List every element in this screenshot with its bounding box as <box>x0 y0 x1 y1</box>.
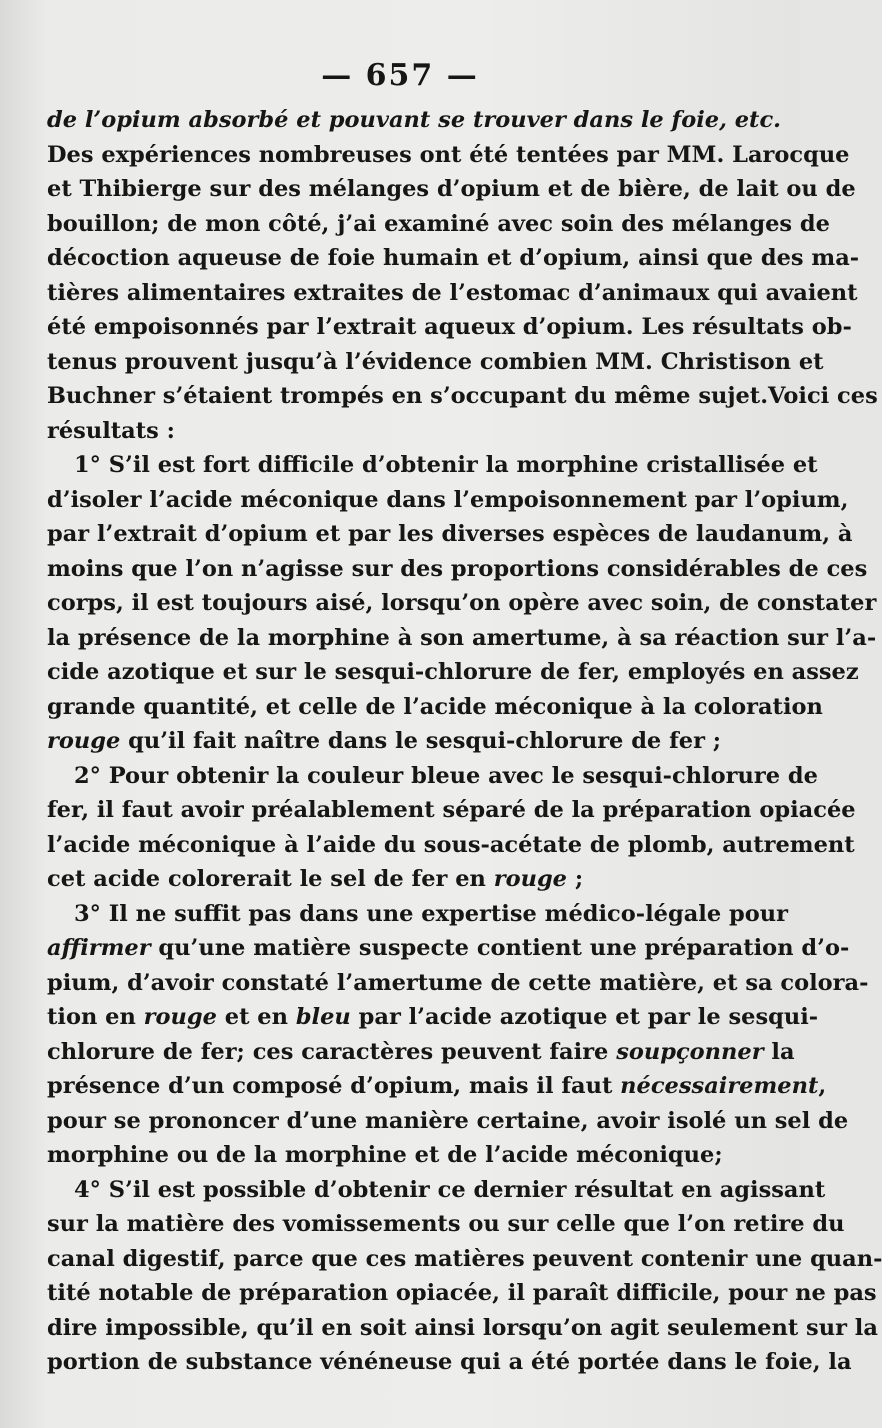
text-line: 4° S’il est possible d’obtenir ce dernier résultat en agissant <box>74 1176 826 1203</box>
text-line: bouillon; de mon côté, j’ai examiné avec soin des mélanges de <box>47 210 830 237</box>
text-line: fer, il faut avoir préalablement séparé de la préparation opiacée <box>47 797 856 823</box>
text-line: de l’opium absorbé et pouvant se trouver dans le foie, etc. <box>47 107 781 133</box>
text-line: corps, il est toujours aisé, lorsqu’on opère avec soin, de constater <box>47 590 877 616</box>
text-line: 2° Pour obtenir la couleur bleue avec le sesqui-chlorure de <box>74 762 818 789</box>
text-line: tité notable de préparation opiacée, il paraît difficile, pour ne pas <box>47 1280 877 1306</box>
text-line: pium, d’avoir constaté l’amertume de cette matière, et sa colora- <box>47 969 869 996</box>
text-line: tières alimentaires extraites de l’estomac d’animaux qui avaient <box>47 279 858 306</box>
text-line: résultats : <box>47 417 175 444</box>
text-line: par l’extrait d’opium et par les diverses espèces de laudanum, à <box>47 521 853 547</box>
text-line: la présence de la morphine à son amertume, à sa réaction sur l’a- <box>47 624 877 651</box>
text-line: 1° S’il est fort difficile d’obtenir la morphine cristallisée et <box>74 452 818 478</box>
text-line: présence d’un composé d’opium, mais il faut nécessairement, <box>47 1073 827 1099</box>
text-line: chlorure de fer; ces caractères peuvent faire soupçonner la <box>47 1038 795 1065</box>
page-body <box>47 103 882 1380</box>
text-line: canal digestif, parce que ces matières peuvent contenir une quan- <box>47 1245 882 1272</box>
text-line: Buchner s’étaient trompés en s’occupant du même sujet.Voici ces <box>47 383 878 409</box>
text-line: rouge qu’il fait naître dans le sesqui-chlorure de fer ; <box>47 728 722 754</box>
text-line: d’isoler l’acide méconique dans l’empoisonnement par l’opium, <box>47 486 849 513</box>
text-line: décoction aqueuse de foie humain et d’opium, ainsi que des ma- <box>47 245 860 271</box>
text-line: été empoisonnés par l’extrait aqueux d’opium. Les résultats ob- <box>47 314 852 340</box>
text-line: cet acide colorerait le sel de fer en rouge ; <box>47 866 584 892</box>
text-line: dire impossible, qu’il en soit ainsi lorsqu’on agit seulement sur la <box>47 1314 878 1341</box>
text-line: cide azotique et sur le sesqui-chlorure de fer, employés en assez <box>47 659 859 685</box>
text-line: 3° Il ne suffit pas dans une expertise médico-légale pour <box>74 900 788 927</box>
text-line: portion de substance vénéneuse qui a été portée dans le foie, la <box>47 1349 852 1375</box>
text-line: et Thibierge sur des mélanges d’opium et de bière, de lait ou de <box>47 176 856 202</box>
text-line: morphine ou de la morphine et de l’acide méconique; <box>47 1142 723 1168</box>
text-line: affirmer qu’une matière suspecte contient une préparation d’o- <box>47 935 850 961</box>
text-line: Des expériences nombreuses ont été tentées par MM. Larocque <box>47 141 850 168</box>
text-line: moins que l’on n’agisse sur des proportions considérables de ces <box>47 555 868 582</box>
page-number: — 657 — <box>321 58 479 93</box>
text-line: tenus prouvent jusqu’à l’évidence combien MM. Christison et <box>47 348 824 375</box>
text-line: pour se prononcer d’une manière certaine, avoir isolé un sel de <box>47 1107 849 1134</box>
text-line: sur la matière des vomissements ou sur celle que l’on retire du <box>47 1211 845 1237</box>
text-line: l’acide méconique à l’aide du sous-acétate de plomb, autrement <box>47 831 855 858</box>
text-line: grande quantité, et celle de l’acide méconique à la coloration <box>47 693 823 720</box>
text-line: tion en rouge et en bleu par l’acide azotique et par le sesqui- <box>47 1004 819 1030</box>
